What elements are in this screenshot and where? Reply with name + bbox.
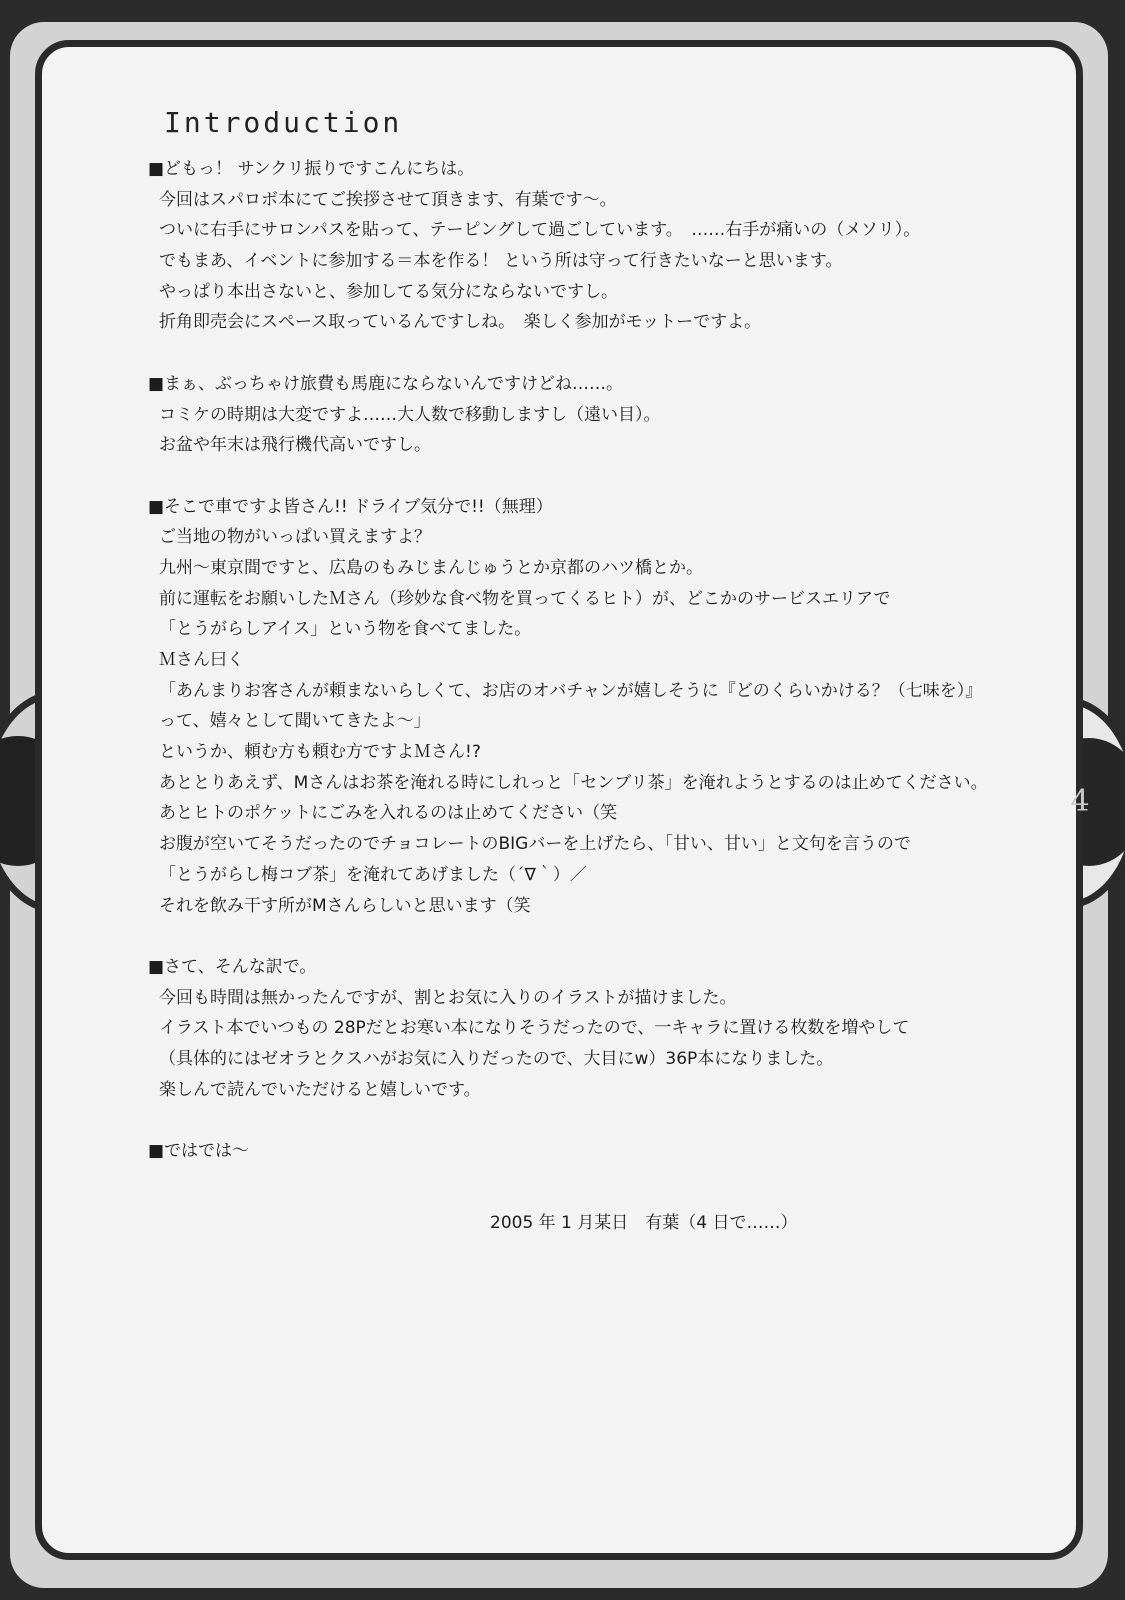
text-line: お腹が空いてそうだったのでチョコレートのBIGバーを上げたら、「甘い、甘い」と文句を言うので [159, 834, 911, 855]
text-section [148, 369, 1008, 461]
section-heading-line: ■ではでは〜 [148, 1141, 250, 1161]
page-number: 4 [1070, 784, 1090, 819]
text-line: コミケの時期は大変ですよ……大人数で移動しますし（遠い目）。 [159, 404, 661, 425]
text-line: というか、頼む方も頼む方ですよＭさん!? [159, 742, 481, 763]
section-heading-line: ■さて、そんな訳で。 [148, 956, 317, 977]
section-heading-line: ■そこで車ですよ皆さん!! ドライブ気分で!!（無理） [148, 496, 553, 517]
text-line: 今回はスパロボ本にてご挨拶させて頂きます、有葉です〜。 [159, 189, 617, 210]
section-heading-line: ■どもっ！ サンクリ振りですこんにちは。 [148, 159, 475, 179]
section-heading-line: ■まぁ、ぶっちゃけ旅費も馬鹿にならないんですけどね……。 [148, 373, 624, 394]
text-section [148, 952, 1008, 1105]
text-line: ついに右手にサロンパスを貼って、テーピングして過ごしています。 ……右手が痛いの（メソリ）。 [159, 220, 921, 241]
text-line: （具体的にはゼオラとクスハがお気に入りだったので、大目にw）36P本になりました。 [159, 1048, 834, 1069]
text-line: それを飲み干す所がMさんらしいと思います（笑 [159, 895, 531, 916]
signature-date-line: 2005 年 1 月某日 有葉（4 日で……） [490, 1213, 798, 1233]
text-section [148, 154, 1008, 338]
text-line: やっぱり本出さないと、参加してる気分にならないですし。 [159, 281, 618, 302]
text-line: 「あんまりお客さんが頼まないらしくて、お店のオバチャンが嬉しそうに『どのくらいかける？（七味を）』 [159, 680, 983, 701]
text-line: ご当地の物がいっぱい買えますよ？ [159, 527, 431, 548]
text-section [148, 492, 1008, 922]
text-line: あととりあえず、Mさんはお茶を淹れる時にしれっと「センブリ茶」を淹れようとするのは止めてください。 [159, 772, 988, 793]
text-line: 折角即売会にスペース取っているんですしね。 楽しく参加がモットーですよ。 [159, 312, 762, 333]
text-line: お盆や年末は飛行機代高いですし。 [159, 435, 431, 456]
text-line: あとヒトのポケットにごみを入れるのは止めてください（笑 [159, 803, 618, 824]
text-line: でもまあ、イベントに参加する＝本を作る！ という所は守って行きたいなーと思います。 [159, 251, 843, 272]
text-line: 「とうがらし梅コブ茶」を淹れてあげました（´∇｀）／ [159, 864, 587, 885]
text-line: 九州〜東京間ですと、広島のもみじまんじゅうとか京都のハツ橋とか。 [159, 557, 703, 578]
introduction-body [148, 154, 1008, 1197]
text-line: イラスト本でいつもの 28Pだとお寒い本になりそうだったので、一キャラに置ける枚数を増やして [159, 1018, 910, 1039]
text-section [148, 1136, 1008, 1167]
page-title: Introduction [164, 106, 403, 139]
text-line: 前に運転をお願いしたＭさん（珍妙な食べ物を買ってくるヒト）が、どこかのサービスエリアで [159, 588, 891, 609]
text-line: 「とうがらしアイス」という物を食べてました。 [159, 619, 532, 640]
text-line: 今回も時間は無かったんですが、割とお気に入りのイラストが描けました。 [159, 987, 737, 1008]
text-line: 楽しんで読んでいただけると嬉しいです。 [159, 1079, 481, 1100]
text-line: Ｍさん曰く [159, 650, 244, 670]
text-line: って、嬉々として聞いてきたよ〜」 [159, 711, 431, 732]
